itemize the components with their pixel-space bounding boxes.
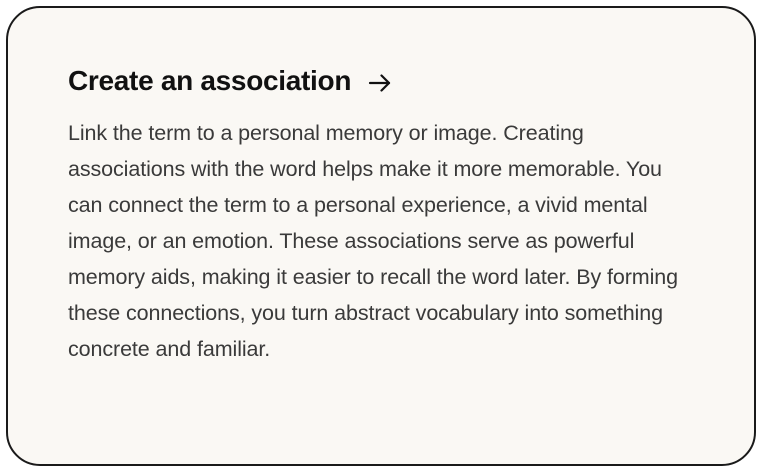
card-content [8,8,754,368]
card-title: Create an association [68,65,352,96]
arrow-right-icon[interactable] [367,70,393,96]
association-tip-card[interactable] [6,6,756,466]
card-header[interactable] [68,66,696,97]
card-body-text: Link the term to a personal memory or image. Creating associations with the word helps make it more memorable. You can connect the term to a personal experience, a vivid mental image, or an emotion. These associations serve as powerful memory aids, making it easier to recall the word later. By forming these connections, you turn abstract vocabulary into something concrete and familiar. [68,120,678,362]
